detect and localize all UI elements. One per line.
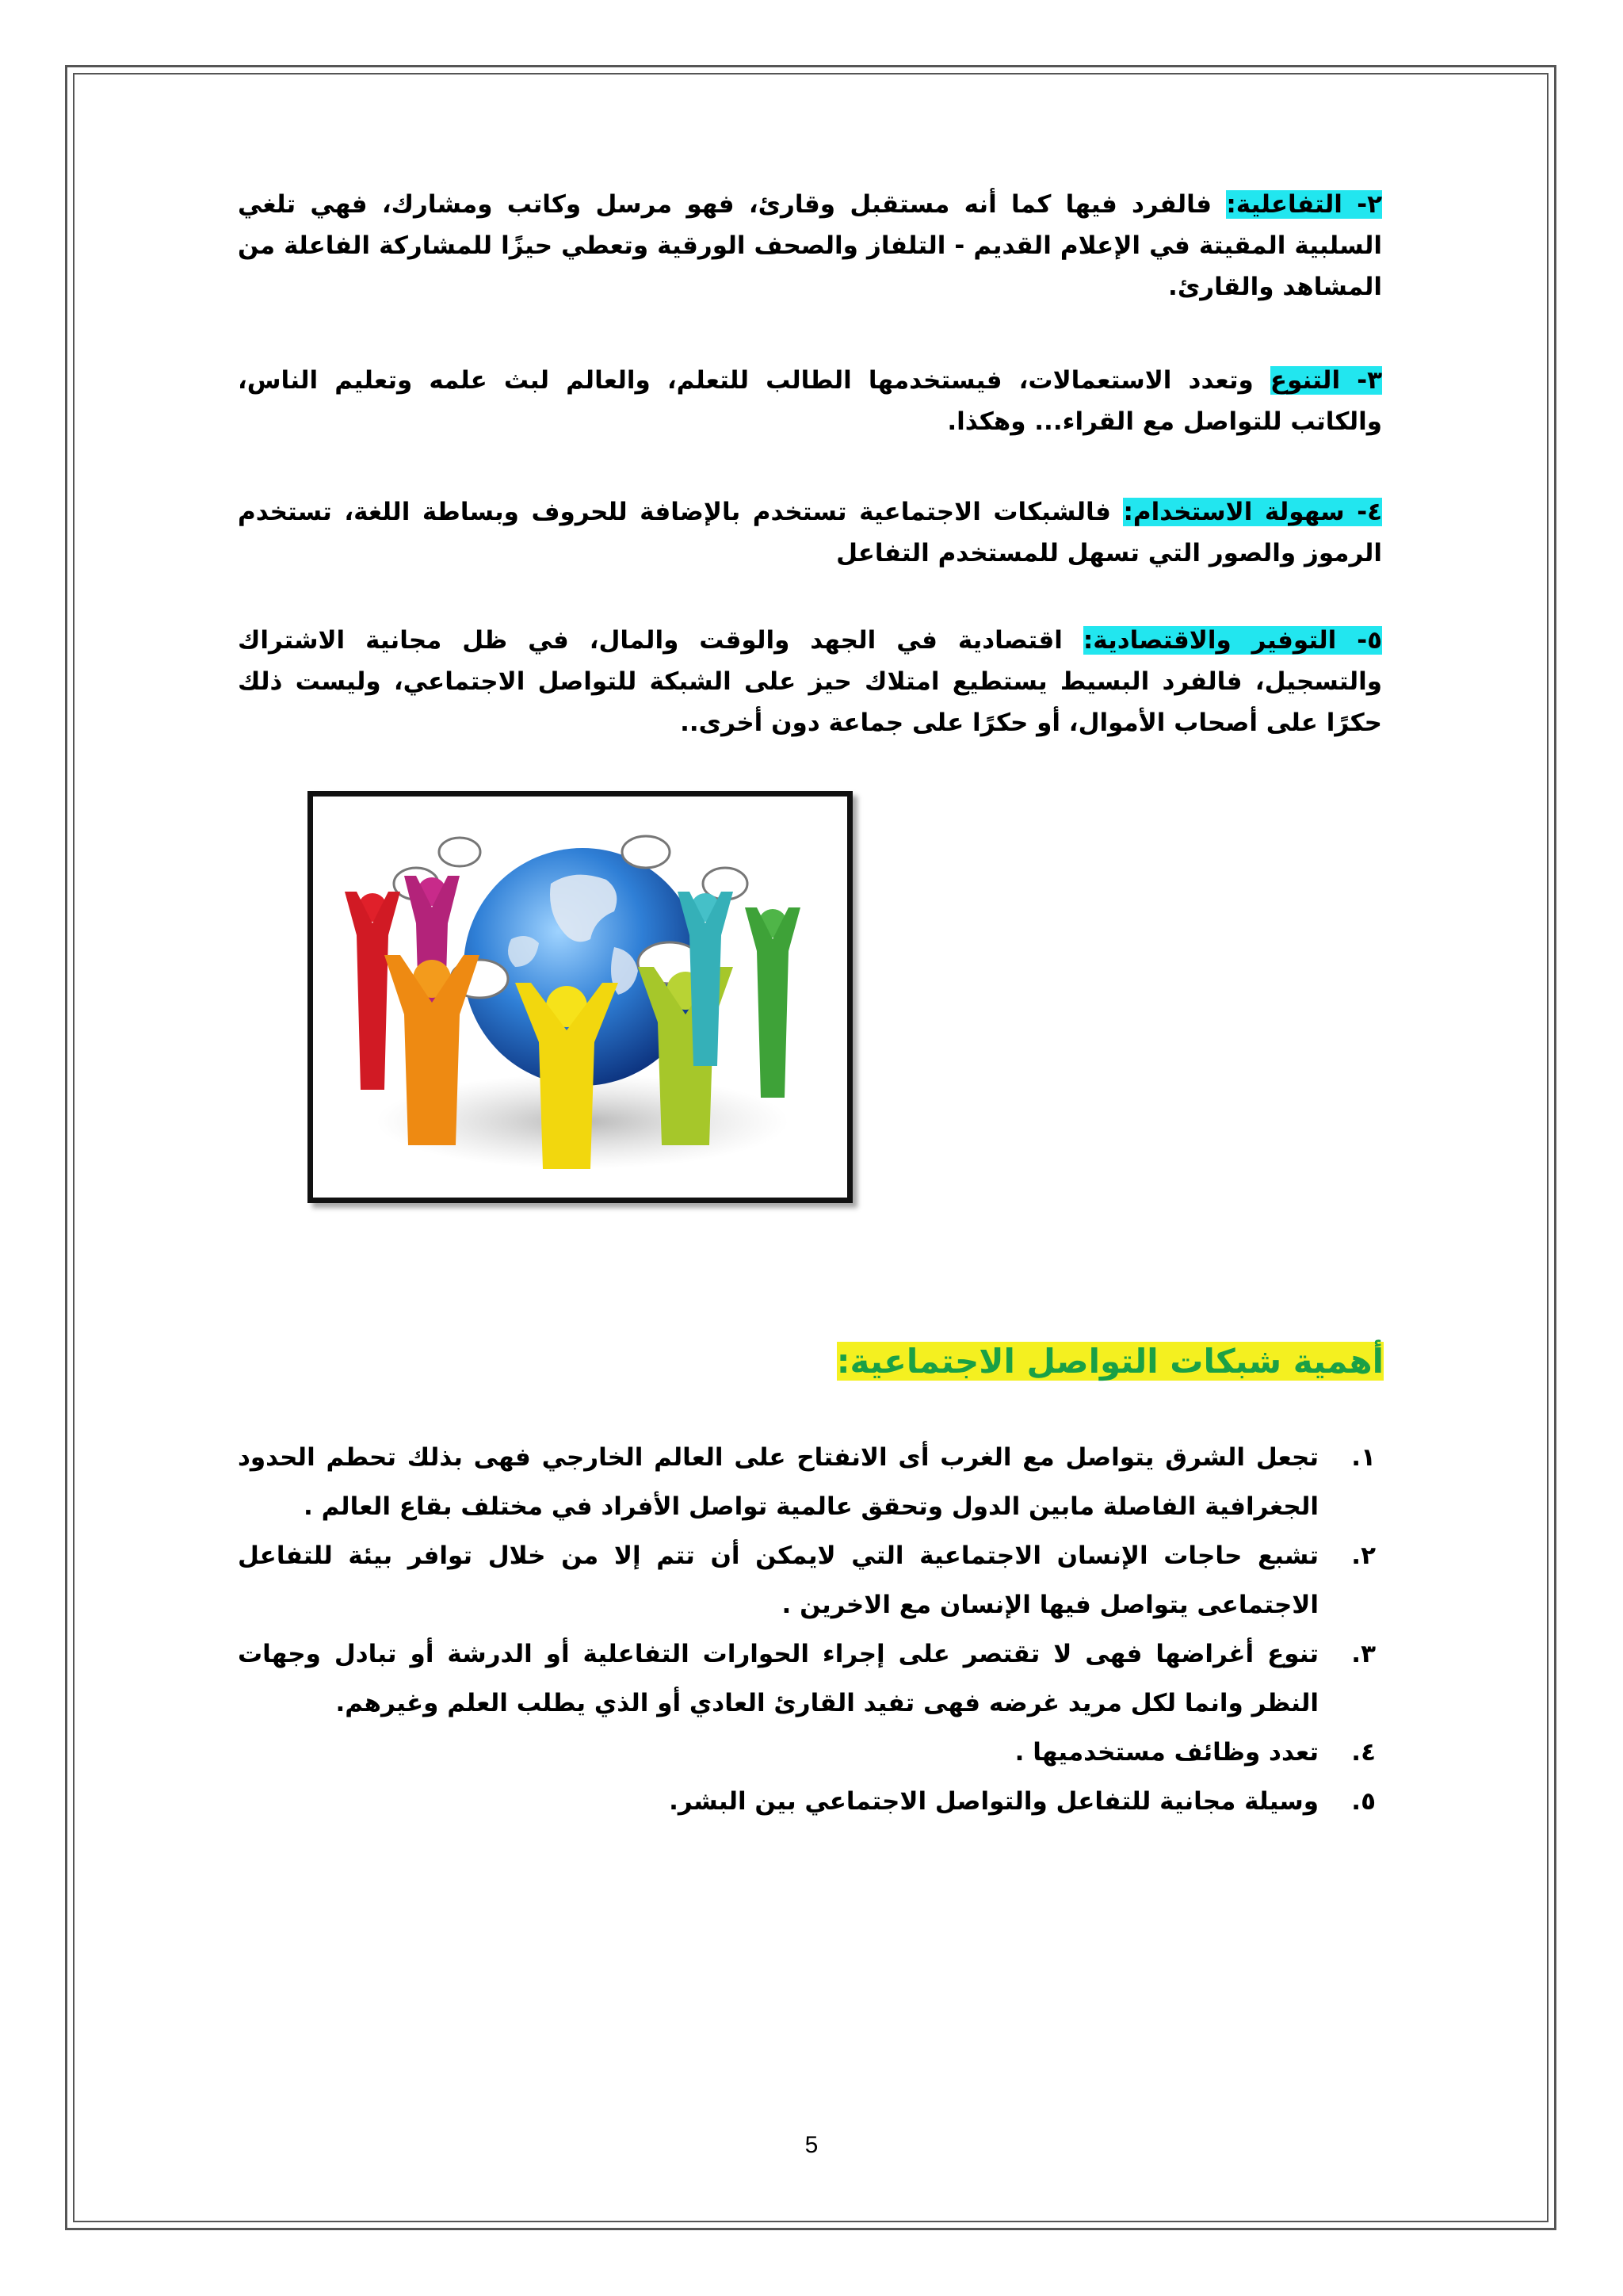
term-ease-of-use: ٤- سهولة الاستخدام: xyxy=(1123,498,1382,526)
term-interactivity: ٢- التفاعلية: xyxy=(1226,190,1382,219)
list-item xyxy=(238,1433,1376,1531)
section-heading xyxy=(837,1338,1384,1385)
paragraph-diversity xyxy=(238,360,1382,442)
list-item xyxy=(238,1728,1376,1777)
list-item xyxy=(238,1629,1376,1728)
list-item xyxy=(238,1777,1376,1826)
list-item-number: ٤. xyxy=(1351,1738,1376,1767)
importance-list xyxy=(238,1433,1382,1826)
paragraph-ease-of-use-text: فالشبكات الاجتماعية تستخدم بالإضافة للحروف وبساطة اللغة، تستخدم الرموز والصور التي تسهل للمستخدم التفاعل xyxy=(238,498,1382,567)
list-item-number: ٥. xyxy=(1351,1787,1376,1816)
paragraph-interactivity xyxy=(238,184,1382,308)
paragraph-ease-of-use xyxy=(238,491,1382,574)
list-item-number: ٢. xyxy=(1351,1541,1376,1570)
term-economy: ٥- التوفير والاقتصادية: xyxy=(1083,626,1382,655)
paragraph-economy xyxy=(238,620,1382,743)
term-diversity: ٣- التنوع xyxy=(1270,366,1382,395)
paragraph-economy-text: اقتصادية في الجهد والوقت والمال، في ظل مجانية الاشتراك والتسجيل، فالفرد البسيط يستطيع امتلاك حيز على الشبكة للتواصل الاجتماعي، وليست ذلك حكرًا على أصحاب الأموال، أو حكرًا على جماعة دون أخرى.. xyxy=(238,626,1382,737)
globe-people-illustration xyxy=(313,797,847,1198)
social-network-image xyxy=(307,791,853,1203)
section-heading-text: أهمية شبكات التواصل الاجتماعية: xyxy=(836,1342,1384,1381)
person-red xyxy=(345,892,400,1090)
page-number: 5 xyxy=(804,2132,819,2158)
list-item-text: تعدد وظائف مستخدميها . xyxy=(1014,1738,1319,1767)
list-item-number: ١. xyxy=(1351,1443,1376,1472)
list-item-text: تنوع أغراضها فهى لا تقتصر على إجراء الحوارات التفاعلية أو الدرشة أو تبادل وجهات النظر وانما لكل مريد غرضه فهى تفيد القارئ العادي أو الذي يطلب العلم وغيرهم. xyxy=(238,1640,1319,1717)
list-item-number: ٣. xyxy=(1351,1640,1376,1668)
list-item-text: تجعل الشرق يتواصل مع الغرب أى الانفتاح على العالم الخارجي فهى بذلك تحطم الحدود الجغرافية الفاصلة مابين الدول وتحقق عالمية تواصل الأفراد في مختلف بقاع العالم . xyxy=(238,1443,1319,1521)
list-item-text: تشبع حاجات الإنسان الاجتماعية التي لايمكن أن تتم إلا من خلال توافر بيئة للتفاعل الاجتماعى يتواصل فيها الإنسان مع الاخرين . xyxy=(238,1541,1319,1619)
paragraph-interactivity-text: فالفرد فيها كما أنه مستقبل وقارئ، فهو مرسل وكاتب ومشارك، فهي تلغي السلبية المقيتة في الإعلام القديم - التلفاز والصحف الورقية وتعطي حيزًا للمشاركة الفاعلة من المشاهد والقارئ. xyxy=(238,190,1382,301)
paragraph-diversity-text: وتعدد الاستعمالات، فيستخدمها الطالب للتعلم، والعالم لبث علمه وتعليم الناس، والكاتب للتواصل مع القراء... وهكذا. xyxy=(238,366,1382,436)
list-item-text: وسيلة مجانية للتفاعل والتواصل الاجتماعي بين البشر. xyxy=(669,1787,1319,1816)
list-item xyxy=(238,1531,1376,1629)
person-green xyxy=(745,907,800,1098)
